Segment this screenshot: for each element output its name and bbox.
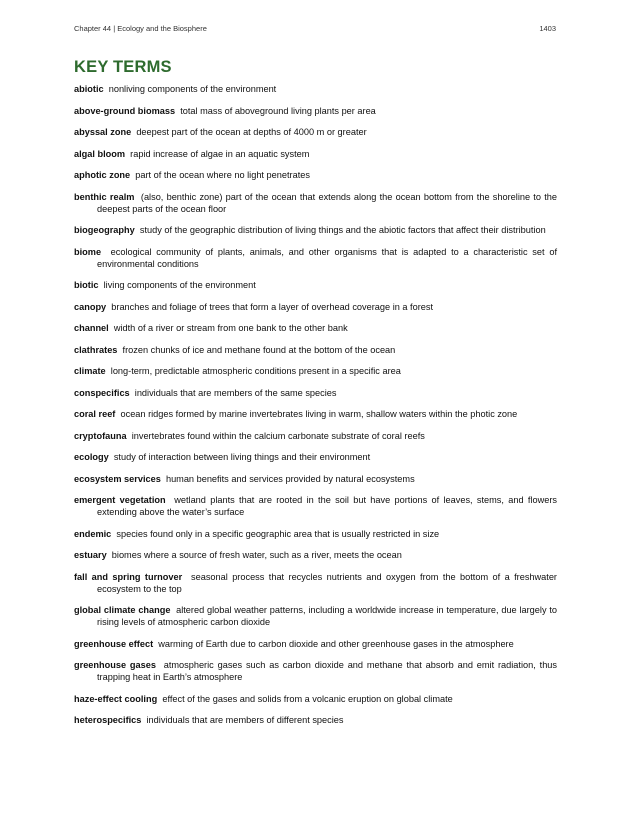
- glossary-definition: individuals that are members of different species: [146, 715, 344, 725]
- glossary-entry: [74, 408, 557, 420]
- glossary-term: ecosystem services: [74, 473, 161, 484]
- glossary-entry: [74, 714, 557, 726]
- glossary-term: clathrates: [74, 344, 118, 355]
- glossary-term: canopy: [74, 301, 107, 312]
- glossary-definition: biomes where a source of fresh water, such as a river, meets the ocean: [111, 550, 402, 560]
- glossary-term: above-ground biomass: [74, 105, 176, 116]
- glossary-term: haze-effect cooling: [74, 693, 158, 704]
- glossary-entry: [74, 659, 557, 683]
- glossary-term: greenhouse effect: [74, 638, 154, 649]
- glossary-entry: [74, 604, 557, 628]
- glossary-term: aphotic zone: [74, 170, 131, 180]
- glossary-term: estuary: [74, 550, 107, 560]
- glossary-entry: [74, 571, 557, 595]
- glossary-term: algal bloom: [74, 148, 126, 159]
- glossary-definition: nonliving components of the environment: [108, 84, 277, 94]
- glossary-term: biogeography: [74, 225, 135, 235]
- glossary-definition: part of the ocean where no light penetrates: [135, 170, 310, 180]
- glossary-definition: human benefits and services provided by natural ecosystems: [165, 473, 415, 484]
- glossary-entry: [74, 693, 557, 705]
- glossary-definition: effect of the gases and solids from a volcanic eruption on global climate: [162, 693, 453, 704]
- page-number: 1403: [539, 24, 556, 33]
- glossary-entry: [74, 322, 557, 334]
- glossary-entry: [74, 528, 557, 540]
- section-title: KEY TERMS: [74, 58, 172, 76]
- glossary-definition: wetland plants that are rooted in the soil but have portions of leaves, stems, and flowers extending above the water’s surface: [97, 495, 557, 517]
- glossary-term: abiotic: [74, 84, 104, 94]
- glossary-entry: [74, 83, 557, 95]
- glossary-term: channel: [74, 323, 109, 333]
- glossary-entry: [74, 246, 557, 270]
- glossary-definition: (also, benthic zone) part of the ocean that extends along the ocean bottom from the shoreline to the deepest parts of the ocean floor: [97, 191, 557, 214]
- glossary-term: emergent vegetation: [74, 495, 166, 505]
- key-terms-list: [74, 83, 557, 736]
- glossary-definition: ocean ridges formed by marine invertebrates living in warm, shallow waters within the photic zone: [120, 409, 518, 419]
- glossary-entry: [74, 344, 557, 356]
- glossary-term: benthic realm: [74, 191, 135, 202]
- glossary-entry: [74, 105, 557, 117]
- glossary-definition: study of interaction between living things and their environment: [113, 452, 371, 462]
- glossary-definition: total mass of aboveground living plants per area: [180, 105, 376, 116]
- chapter-title: Chapter 44 | Ecology and the Biosphere: [74, 24, 207, 33]
- glossary-term: climate: [74, 366, 106, 376]
- glossary-definition: living components of the environment: [103, 280, 256, 290]
- glossary-definition: seasonal process that recycles nutrients and oxygen from the bottom of a freshwater ecosystem to the top: [97, 571, 557, 594]
- glossary-term: biotic: [74, 280, 99, 290]
- glossary-definition: width of a river or stream from one bank to the other bank: [113, 323, 348, 333]
- glossary-entry: [74, 301, 557, 313]
- glossary-term: global climate change: [74, 605, 171, 615]
- glossary-entry: [74, 279, 557, 291]
- glossary-entry: [74, 494, 557, 518]
- glossary-definition: branches and foliage of trees that form a layer of overhead coverage in a forest: [111, 301, 434, 312]
- glossary-entry: [74, 549, 557, 561]
- glossary-definition: deepest part of the ocean at depths of 4000 m or greater: [136, 127, 367, 137]
- glossary-entry: [74, 191, 557, 215]
- glossary-term: abyssal zone: [74, 127, 132, 137]
- glossary-entry: [74, 148, 557, 160]
- glossary-term: conspecifics: [74, 387, 130, 398]
- glossary-term: coral reef: [74, 409, 116, 419]
- glossary-definition: species found only in a specific geographic area that is usually restricted in size: [116, 528, 440, 539]
- glossary-entry: [74, 638, 557, 650]
- glossary-definition: ecological community of plants, animals, and other organisms that is adapted to a characteristic set of environmental conditions: [97, 246, 557, 269]
- glossary-definition: warming of Earth due to carbon dioxide and other greenhouse gases in the atmosphere: [158, 638, 514, 649]
- glossary-entry: [74, 387, 557, 399]
- glossary-entry: [74, 430, 557, 442]
- glossary-definition: frozen chunks of ice and methane found at the bottom of the ocean: [122, 344, 396, 355]
- glossary-entry: [74, 169, 557, 181]
- glossary-definition: study of the geographic distribution of living things and the abiotic factors that affect their distribution: [139, 225, 546, 235]
- glossary-term: endemic: [74, 528, 112, 539]
- glossary-definition: long-term, predictable atmospheric conditions present in a specific area: [110, 366, 401, 376]
- glossary-term: ecology: [74, 452, 109, 462]
- glossary-term: heterospecifics: [74, 715, 142, 725]
- running-header: [74, 24, 556, 33]
- glossary-entry: [74, 451, 557, 463]
- glossary-entry: [74, 224, 557, 236]
- glossary-definition: altered global weather patterns, including a worldwide increase in temperature, due largely to rising levels of atmospheric carbon dioxide: [97, 605, 557, 627]
- glossary-entry: [74, 473, 557, 485]
- glossary-definition: individuals that are members of the same species: [134, 387, 337, 398]
- glossary-entry: [74, 365, 557, 377]
- glossary-term: biome: [74, 246, 102, 257]
- glossary-entry: [74, 126, 557, 138]
- glossary-term: greenhouse gases: [74, 660, 156, 670]
- glossary-definition: atmospheric gases such as carbon dioxide and methane that absorb and emit radiation, thus trapping heat in Earth’s atmosphere: [97, 660, 558, 682]
- glossary-term: fall and spring turnover: [74, 571, 183, 582]
- glossary-term: cryptofauna: [74, 430, 127, 441]
- glossary-definition: invertebrates found within the calcium carbonate substrate of coral reefs: [131, 430, 425, 441]
- glossary-definition: rapid increase of algae in an aquatic system: [130, 148, 310, 159]
